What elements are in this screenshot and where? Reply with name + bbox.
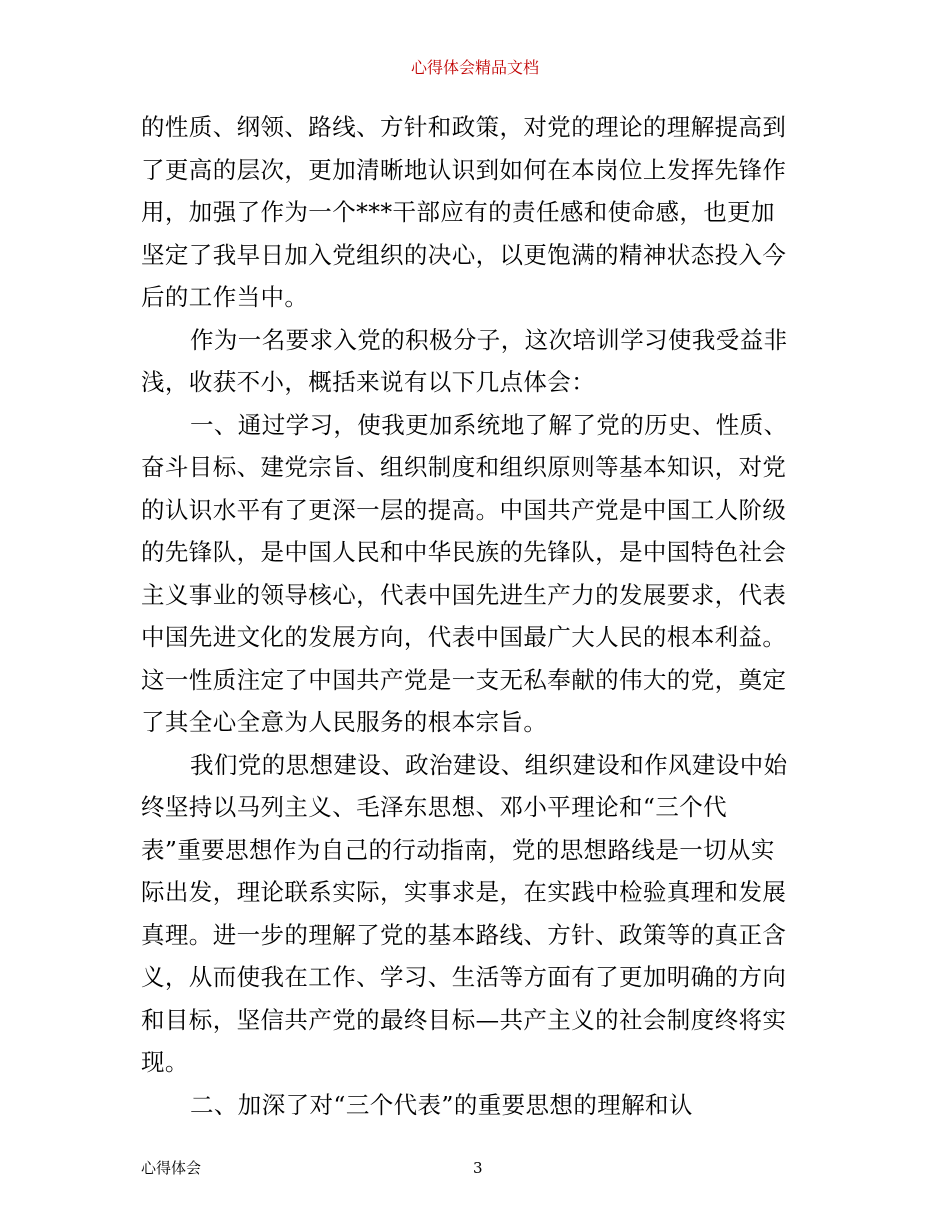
document-body	[141, 106, 811, 1126]
text-line: 表”重要思想作为自己的行动指南，党的思想路线是一切从实	[141, 835, 775, 864]
paragraph-first-line: 二、加深了对“三个代表”的重要思想的理解和认	[190, 1090, 693, 1119]
text-line: 用，加强了作为一个***干部应有的责任感和使命感，也更加	[141, 198, 775, 226]
text-line: 这一性质注定了中国共产党是一支无私奉献的伟大的党，奠定	[141, 665, 787, 694]
text-line: 终坚持以马列主义、毛泽东思想、邓小平理论和“三个代	[141, 793, 728, 821]
text-line: 坚定了我早日加入党组织的决心，以更饱满的精神状态投入今	[141, 240, 787, 269]
paragraph-first-line: 我们党的思想建设、政治建设、组织建设和作风建设中始	[190, 750, 788, 779]
text-line: 现。	[141, 1048, 189, 1076]
page-footer	[141, 1158, 811, 1178]
page-number: 3	[473, 1159, 483, 1177]
text-line: 后的工作当中。	[141, 283, 309, 311]
text-line: 主义事业的领导核心，代表中国先进生产力的发展要求，代表	[141, 580, 787, 609]
text-line: 浅，收获不小，概括来说有以下几点体会：	[141, 368, 596, 396]
text-line: 的认识水平有了更深一层的提高。中国共产党是中国工人阶级	[141, 495, 787, 524]
paragraph-first-line: 一、通过学习，使我更加系统地了解了党的历史、性质、	[190, 410, 788, 439]
page-header: 心得体会精品文档	[410, 58, 539, 77]
text-line: 的先锋队，是中国人民和中华民族的先锋队，是中国特色社会	[141, 538, 787, 566]
text-line: 真理。进一步的理解了党的基本路线、方针、政策等的真正含	[141, 920, 787, 949]
text-line: 奋斗目标、建党宗旨、组织制度和组织原则等基本知识，对党	[141, 453, 787, 481]
paragraph-first-line: 作为一名要求入党的积极分子，这次培训学习使我受益非	[190, 325, 788, 354]
text-line: 义，从而使我在工作、学习、生活等方面有了更加明确的方向	[141, 963, 787, 991]
text-line: 和目标，坚信共产党的最终目标—共产主义的社会制度终将实	[141, 1005, 787, 1034]
footer-label: 心得体会	[141, 1159, 202, 1177]
text-line: 的性质、纲领、路线、方针和政策，对党的理论的理解提高到	[141, 113, 787, 141]
text-line: 了其全心全意为人民服务的根本宗旨。	[141, 708, 548, 736]
text-line: 了更高的层次，更加清晰地认识到如何在本岗位上发挥先锋作	[141, 155, 787, 184]
text-line: 际出发，理论联系实际，实事求是，在实践中检验真理和发展	[141, 878, 787, 906]
text-line: 中国先进文化的发展方向，代表中国最广大人民的根本利益。	[141, 623, 787, 651]
